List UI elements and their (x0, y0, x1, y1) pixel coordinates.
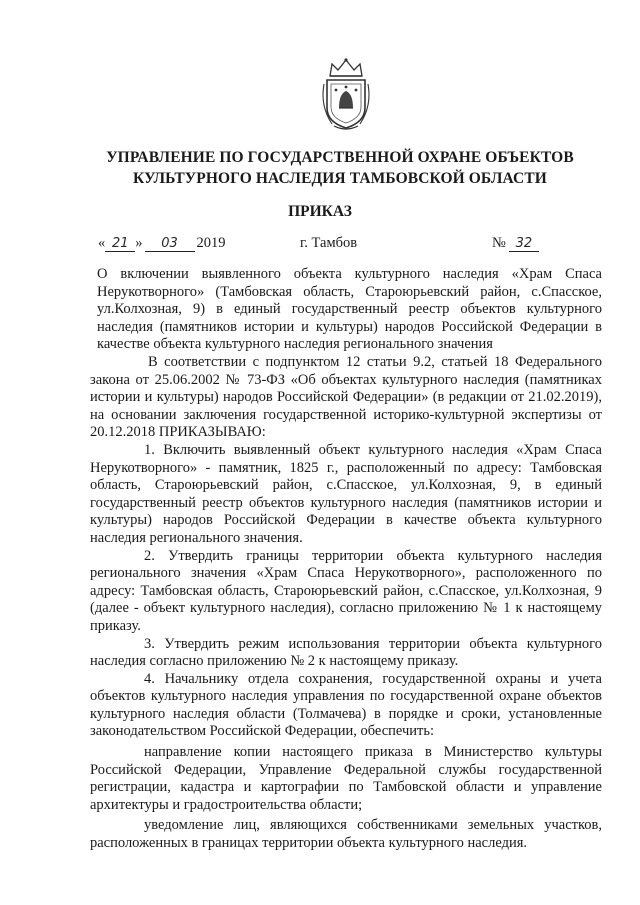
clause-4: 4. Начальнику отдела сохранения, государственной охраны и учета объектов культурного наследия управления по государственной охране объектов культурного наследия области (Толмачева) в порядке и сроки, установленные законодательством Российской Федерации, обеспечить: (90, 670, 602, 740)
date-open-quote: « (98, 235, 106, 251)
clause-4-item-1: направление копии настоящего приказа в Министерство культуры Российской Федерации, Управление Федеральной службы государственной регистрации, кадастра и картографии по Тамбовской области и управление архитектуры и градостроительства области; (90, 744, 602, 813)
order-body (90, 354, 602, 853)
preamble-paragraph: В соответствии с подпунктом 12 статьи 9.2, статьей 18 Федерального закона от 25.06.2002 № 73-ФЗ «Об объектах культурного наследия (памятниках истории и культуры) народов Российской Федерации» (в редакции от 21.02.2019), на основании заключения государственной историко-культурной экспертизы от 20.12.2018 ПРИКАЗЫВАЮ: (90, 354, 602, 441)
clause-4-item-2: уведомление лиц, являющихся собственниками земельных участков, расположенных в границах территории объекта культурного наследия. (90, 817, 602, 852)
order-subject: О включении выявленного объекта культурного наследия «Храм Спаса Нерукотворного» (Тамбовская область, Староюрьевский район, с.Спасское, ул.Колхозная, 9) в единый государственный реестр объектов культурного наследия (памятников истории и культуры) народов Российской Федерации в качестве объекта культурного наследия регионального значения (97, 266, 602, 353)
title-line-1: УПРАВЛЕНИЕ ПО ГОСУДАРСТВЕННОЙ ОХРАНЕ ОБЪЕКТОВ (106, 149, 574, 166)
order-label: ПРИКАЗ (288, 203, 352, 220)
order-number (492, 235, 539, 252)
order-city: г. Тамбов (300, 235, 358, 251)
clause-2: 2. Утвердить границы территории объекта культурного наследия регионального значения «Храм Спаса Нерукотворного», расположенного по адресу: Тамбовская область, Староюрьевский район, с.Спасское, ул.Колхозная, 9 (далее - объект культурного наследия), согласно приложению № 1 к настоящему приказу. (90, 547, 602, 634)
number-value: 32 (509, 236, 539, 252)
tambov-coat-of-arms-icon (318, 56, 374, 132)
number-label: № (492, 235, 506, 251)
date-year: 2019 (196, 235, 226, 251)
order-date (98, 235, 226, 252)
date-day: 21 (105, 236, 135, 252)
page-title (90, 147, 590, 189)
title-line-2: КУЛЬТУРНОГО НАСЛЕДИЯ ТАМБОВСКОЙ ОБЛАСТИ (133, 170, 547, 187)
date-month: 03 (145, 236, 195, 252)
clause-1: 1. Включить выявленный объект культурного наследия «Храм Спаса Нерукотворного» - памятник, 1825 г., расположенный по адресу: Тамбовская область, Староюрьевский район, с.Спасское, ул.Колхозная, 9, в единый государственный реестр объектов культурного наследия (памятников истории и культуры) народов Российской Федерации в качестве объекта культурного наследия регионального значения. (90, 441, 602, 546)
clause-3: 3. Утвердить режим использования территории объекта культурного наследия согласно приложению № 2 к настоящему приказу. (90, 635, 602, 670)
date-close-quote: » (135, 235, 143, 251)
